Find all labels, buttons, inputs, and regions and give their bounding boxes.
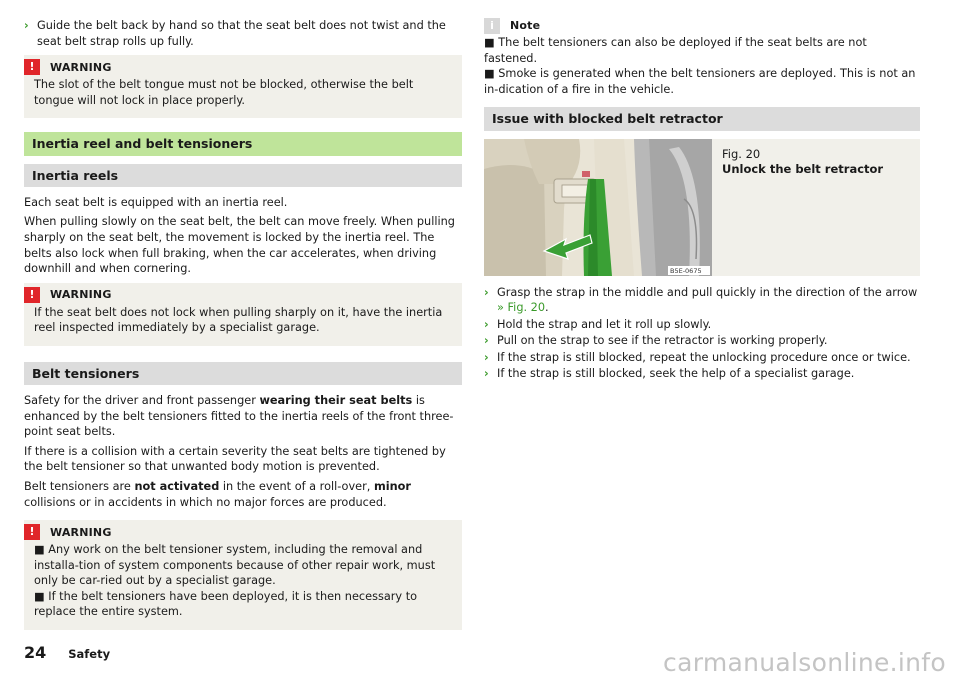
bullet-arrow-icon: › xyxy=(484,367,489,381)
step-text: Pull on the strap to see if the retractor is working properly. xyxy=(497,334,828,348)
section-heading-blocked-retractor: Issue with blocked belt retractor xyxy=(484,107,920,130)
warning-box-inertia-reel xyxy=(24,283,462,346)
figure-code: B5E-0675 xyxy=(670,266,702,275)
paragraph: Belt tensioners are not activated in the event of a roll-over, minor collisions or in accidents in which no major forces are produced. xyxy=(24,480,411,509)
paragraph: Each seat belt is equipped with an inertia reel. xyxy=(24,195,288,209)
warning-box-belt-tongue xyxy=(24,55,462,118)
warning-item: ■ Any work on the belt tensioner system, including the removal and installa-tion of system components because of other repair work, must only be car-ried out by a specialist garage. xyxy=(34,543,436,588)
section-heading: Inertia reel and belt tensioners xyxy=(24,132,462,155)
subsection-heading-belt-tensioners: Belt tensioners xyxy=(24,362,462,385)
right-column xyxy=(484,18,920,383)
page-footer xyxy=(24,642,110,664)
bullet-arrow-icon: › xyxy=(484,350,489,364)
note-item: ■ The belt tensioners can also be deployed if the seat belts are not fastened. xyxy=(484,36,867,65)
step-text: If the strap is still blocked, seek the help of a specialist garage. xyxy=(497,367,855,381)
paragraph: If there is a collision with a certain severity the seat belts are tightened by the belt tensioner so that unwanted body motion is prevented. xyxy=(24,444,446,474)
figure-title: Unlock the belt retractor xyxy=(722,162,884,177)
figure-box xyxy=(484,139,920,276)
step-item xyxy=(484,285,920,316)
step-item xyxy=(484,350,920,366)
warning-item: ■ If the belt tensioners have been deployed, it is then necessary to replace the entire system. xyxy=(34,589,418,619)
step-text: If the strap is still blocked, repeat the unlocking procedure once or twice. xyxy=(497,350,911,364)
bullet-arrow-icon: › xyxy=(484,334,489,348)
intro-step xyxy=(24,18,462,49)
figure-link[interactable]: » Fig. 20 xyxy=(497,301,546,315)
step-text-end: . xyxy=(545,301,549,315)
step-item xyxy=(484,333,920,349)
footer-section-name: Safety xyxy=(68,647,111,661)
warning-text: The slot of the belt tongue must not be blocked, otherwise the belt tongue will not lock in place properly. xyxy=(34,78,414,107)
warning-text: If the seat belt does not lock when pulling sharply on it, have the inertia reel inspected immediately by a specialist garage. xyxy=(34,305,443,335)
paragraph: When pulling slowly on the seat belt, the belt can move freely. When pulling sharply on the seat belt, the movement is locked by the inertia reel. The belts also lock when full braking, when the car accelerates, when driving downhill and when cornering. xyxy=(24,215,455,276)
bullet-arrow-icon: › xyxy=(484,317,489,331)
step-item xyxy=(484,317,920,333)
step-text: Grasp the strap in the middle and pull quickly in the direction of the arrow xyxy=(497,285,918,299)
figure-number: Fig. 20 xyxy=(722,146,761,161)
step-item xyxy=(484,366,920,382)
warning-icon: ! xyxy=(24,524,40,540)
note-title: Note xyxy=(510,19,541,33)
page-number: 24 xyxy=(24,643,47,662)
warning-title: WARNING xyxy=(50,525,112,539)
info-icon: i xyxy=(484,18,500,34)
warning-title: WARNING xyxy=(50,288,112,302)
step-text: Hold the strap and let it roll up slowly. xyxy=(497,317,712,331)
paragraph: Safety for the driver and front passenger wearing their seat belts is enhanced by the belt tensioners fitted to the inertia reels of the front three-point seat belts. xyxy=(24,394,454,439)
belt-retractor-illustration xyxy=(484,139,712,276)
bullet-arrow-icon: › xyxy=(484,285,489,299)
note-item: ■ Smoke is generated when the belt tensioners are deployed. This is not an in-dication of a fire in the vehicle. xyxy=(484,67,916,96)
warning-title: WARNING xyxy=(50,60,112,74)
warning-icon: ! xyxy=(24,59,40,75)
figure-caption xyxy=(722,147,883,179)
warning-box-belt-tensioner-system xyxy=(24,520,462,630)
watermark: carmanualsonline.info xyxy=(663,648,946,677)
subsection-heading-inertia-reels: Inertia reels xyxy=(24,164,462,187)
note-box xyxy=(484,18,920,97)
bullet-arrow-icon: › xyxy=(24,19,29,32)
intro-step-text: Guide the belt back by hand so that the seat belt does not twist and the seat belt strap rolls up fully. xyxy=(37,19,446,48)
left-column xyxy=(24,18,462,630)
steps-list xyxy=(484,285,920,382)
warning-icon: ! xyxy=(24,287,40,303)
